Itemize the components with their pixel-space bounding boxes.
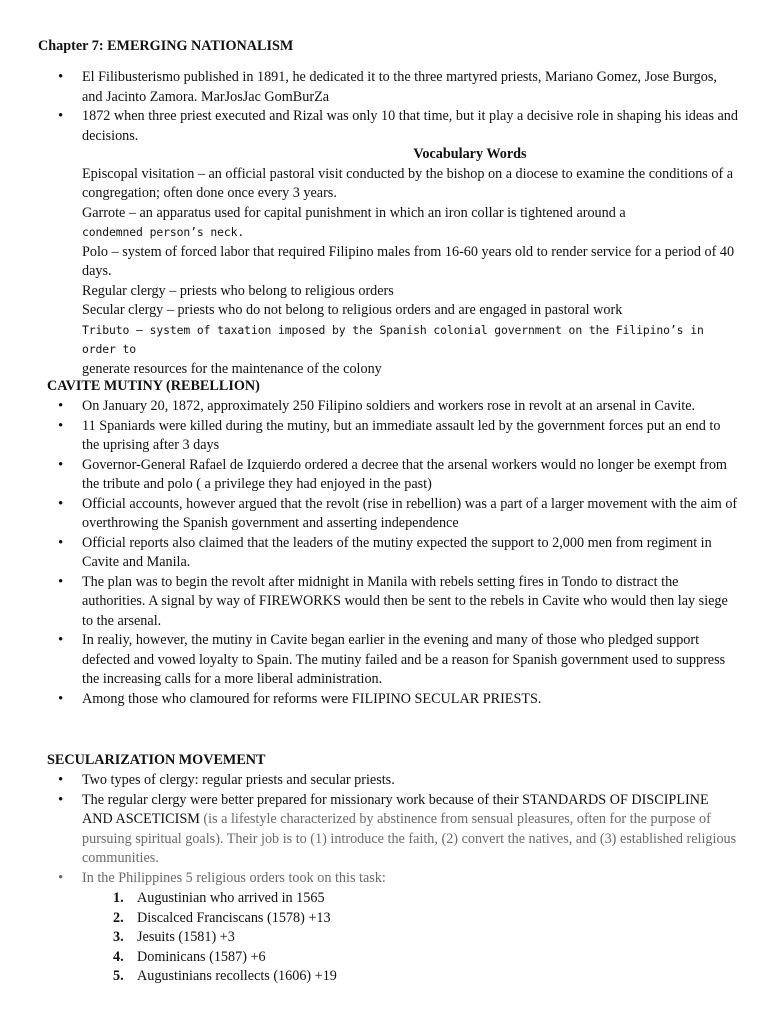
vocabulary-heading: Vocabulary Words	[413, 146, 527, 162]
item-number: 4.	[113, 948, 124, 965]
vocab-regular-clergy: Regular clergy – priests who belong to religious orders	[82, 282, 394, 299]
item-number: 1.	[113, 890, 124, 906]
list-item: • On January 20, 1872, approximately 250 Filipino soldiers and workers rose in revolt at an arsenal in Cavite.	[0, 397, 768, 417]
item-text: Augustinian who arrived in 1565	[137, 890, 325, 906]
list-item: • In realiy, however, the mutiny in Cavite began earlier in the evening and many of those who pledged support defected and vowed loyalty to Spain. The mutiny failed and be a reason for Spanish government used to suppress the increasing calls for a more liberal administration.	[0, 631, 768, 690]
list-item: • Two types of clergy: regular priests and secular priests.	[0, 771, 768, 791]
vocab-polo: Polo – system of forced labor that required Filipino males from 16-60 years old to render service for a period of 40 days.	[82, 243, 735, 279]
list-item	[0, 791, 768, 869]
secularization-heading: SECULARIZATION MOVEMENT	[47, 752, 266, 768]
list-item: • El Filibusterismo published in 1891, he dedicated it to the three martyred priests, Mariano Gomez, Jose Burgos, and Jacinto Zamora. MarJosJac GomBurZa	[0, 68, 768, 107]
item-number: 5.	[113, 968, 124, 984]
vocab-episcopal: Episcopal visitation – an official pastoral visit conducted by the bishop on a diocese to examine the conditions of a congregation; often done once every 3 years.	[82, 165, 734, 201]
vocabulary-section	[0, 145, 768, 379]
list-item: • 1872 when three priest executed and Rizal was only 10 that time, but it play a decisive role in shaping his ideas and decisions.	[0, 107, 768, 146]
list-item: • 11 Spaniards were killed during the mutiny, but an immediate assault led by the government forces put an end to the uprising after 3 days	[0, 417, 768, 456]
cavite-heading: CAVITE MUTINY (REBELLION)	[47, 378, 260, 394]
list-item: • Official accounts, however argued that the revolt (rise in rebellion) was a part of a larger movement with the aim of overthrowing the Spanish government and asserting independence	[0, 495, 768, 534]
item-text: Augustinians recollects (1606) +19	[137, 968, 337, 984]
ordered-item	[0, 967, 768, 987]
clergy-standards-text: The regular clergy were better prepared for missionary work because of their STANDARDS OF DISCIPLINE AND ASCETICISM	[82, 791, 709, 827]
vocab-garrote-cont: condemned person’s neck.	[82, 225, 245, 239]
ordered-item	[0, 948, 768, 968]
list-item: • In the Philippines 5 religious orders took on this task:	[0, 869, 768, 889]
vocab-secular-clergy: Secular clergy – priests who do not belong to religious orders and are engaged in pastoral work	[82, 302, 623, 318]
vocab-tributo-cont: generate resources for the maintenance of the colony	[82, 360, 382, 377]
ordered-item	[0, 909, 768, 929]
item-text: Jesuits (1581) +3	[137, 929, 235, 945]
vocab-garrote: Garrote – an apparatus used for capital punishment in which an iron collar is tightened around a	[82, 204, 626, 221]
list-item: • Among those who clamoured for reforms were FILIPINO SECULAR PRIESTS.	[0, 690, 768, 710]
item-number: 2.	[113, 909, 124, 926]
ordered-item	[0, 889, 768, 909]
chapter-title: Chapter 7: EMERGING NATIONALISM	[38, 38, 294, 54]
item-number: 3.	[113, 929, 124, 945]
cavite-list	[0, 397, 768, 709]
item-text: Dominicans (1587) +6	[137, 948, 266, 965]
intro-list	[0, 68, 768, 146]
secularization-list	[0, 771, 768, 888]
ordered-item	[0, 928, 768, 948]
list-item: • Governor-General Rafael de Izquierdo ordered a decree that the arsenal workers would no longer be exempt from the tribute and polo ( a privilege they had enjoyed in the past)	[0, 456, 768, 495]
vocab-tributo: Tributo – system of taxation imposed by the Spanish colonial government on the Filipino’s in order to	[82, 322, 704, 356]
item-text: Discalced Franciscans (1578) +13	[137, 909, 331, 926]
asceticism-definition: (is a lifestyle characterized by abstinence from sensual pleasures, often for the purpose of pursuing spiritual goals). Their job is to (1) introduce the faith, (2) convert the natives, and (3) established religious communities.	[82, 811, 737, 866]
religious-orders-list	[0, 889, 768, 987]
list-item: • Official reports also claimed that the leaders of the mutiny expected the support to 2,000 men from regiment in Cavite and Manila.	[0, 534, 768, 573]
list-item: • The plan was to begin the revolt after midnight in Manila with rebels setting fires in Tondo to distract the authorities. A signal by way of FIREWORKS would then be sent to the rebels in Cavite who would then lay siege to the arsenal.	[0, 573, 768, 632]
